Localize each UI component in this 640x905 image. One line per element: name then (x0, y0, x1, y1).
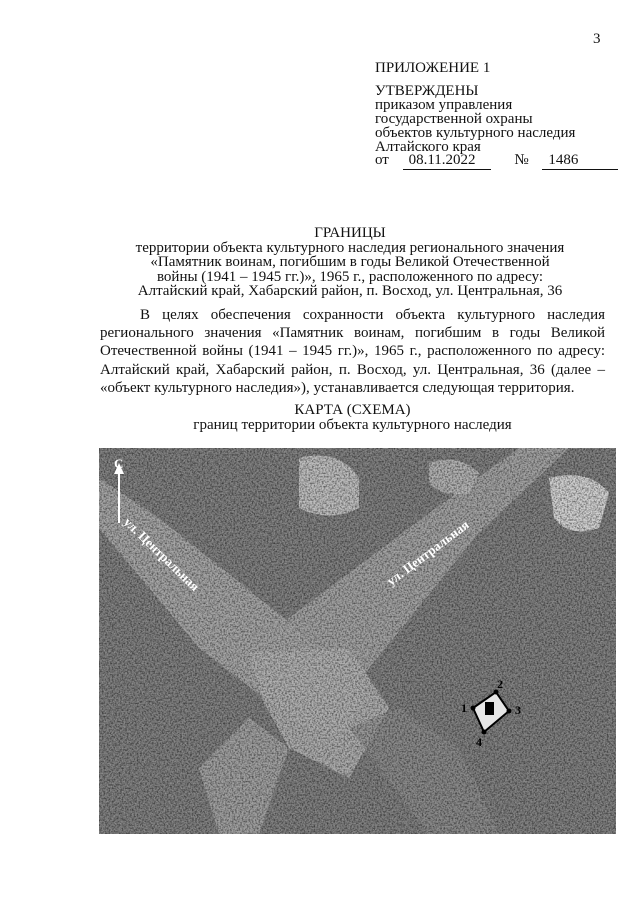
boundary-point-label: 3 (515, 703, 521, 717)
title-line: войны (1941 – 1945 гг.)», 1965 г., расположенного по адресу: (156, 268, 544, 285)
date-prefix: от (375, 152, 389, 168)
map-title: КАРТА (СХЕМА) (294, 402, 411, 418)
map-title-block (100, 403, 605, 432)
satellite-map (99, 448, 616, 834)
appendix-label: ПРИЛОЖЕНИЕ 1 (375, 60, 491, 76)
map-scheme (99, 448, 616, 834)
document-title (110, 226, 590, 299)
approval-block (375, 84, 575, 154)
approved-by-line: приказом управления (375, 97, 513, 113)
title-line: «Памятник воинам, погибшим в годы Великой Отечественной (150, 254, 550, 270)
title-line: Алтайский край, Хабарский район, п. Восход, ул. Центральная, 36 (137, 283, 563, 299)
boundary-point-label: 4 (476, 735, 482, 749)
boundary-point-label: 1 (461, 701, 467, 715)
number-prefix: № (514, 152, 529, 168)
north-label: С (114, 456, 124, 471)
street-label-east: ул. Центральная (383, 516, 472, 589)
approved-heading: УТВЕРЖДЕНЫ (375, 83, 479, 99)
title-heading: ГРАНИЦЫ (314, 225, 386, 241)
order-number: 1486 (542, 152, 618, 170)
map-subtitle: границ территории объекта культурного наследия (193, 416, 512, 433)
order-date-number (375, 152, 618, 170)
approved-by-line: объектов культурного наследия (375, 125, 576, 141)
approved-by-line: Алтайского края (375, 139, 481, 155)
body-paragraph: В целях обеспечения сохранности объекта культурного наследия регионального значения «Памятник воинам, погибшим в годы Великой Отечественной войны (1941 – 1945 гг.)», 1965 г., расположенного по адресу: Алтайский край, Хабарский район, п. Восход, ул. Центральная, 36 (далее – «объект культурного наследия»), устанавливается следующая территория. (100, 307, 605, 396)
street-label-west: ул. Центральная (120, 514, 203, 594)
monument-icon (485, 702, 494, 715)
title-line: территории объекта культурного наследия регионального значения (135, 239, 565, 256)
page-number: 3 (593, 31, 601, 47)
tree-speckle (99, 448, 616, 834)
order-date: 08.11.2022 (403, 152, 491, 170)
boundary-point-label: 2 (497, 677, 503, 691)
approved-by-line: государственной охраны (375, 111, 533, 127)
